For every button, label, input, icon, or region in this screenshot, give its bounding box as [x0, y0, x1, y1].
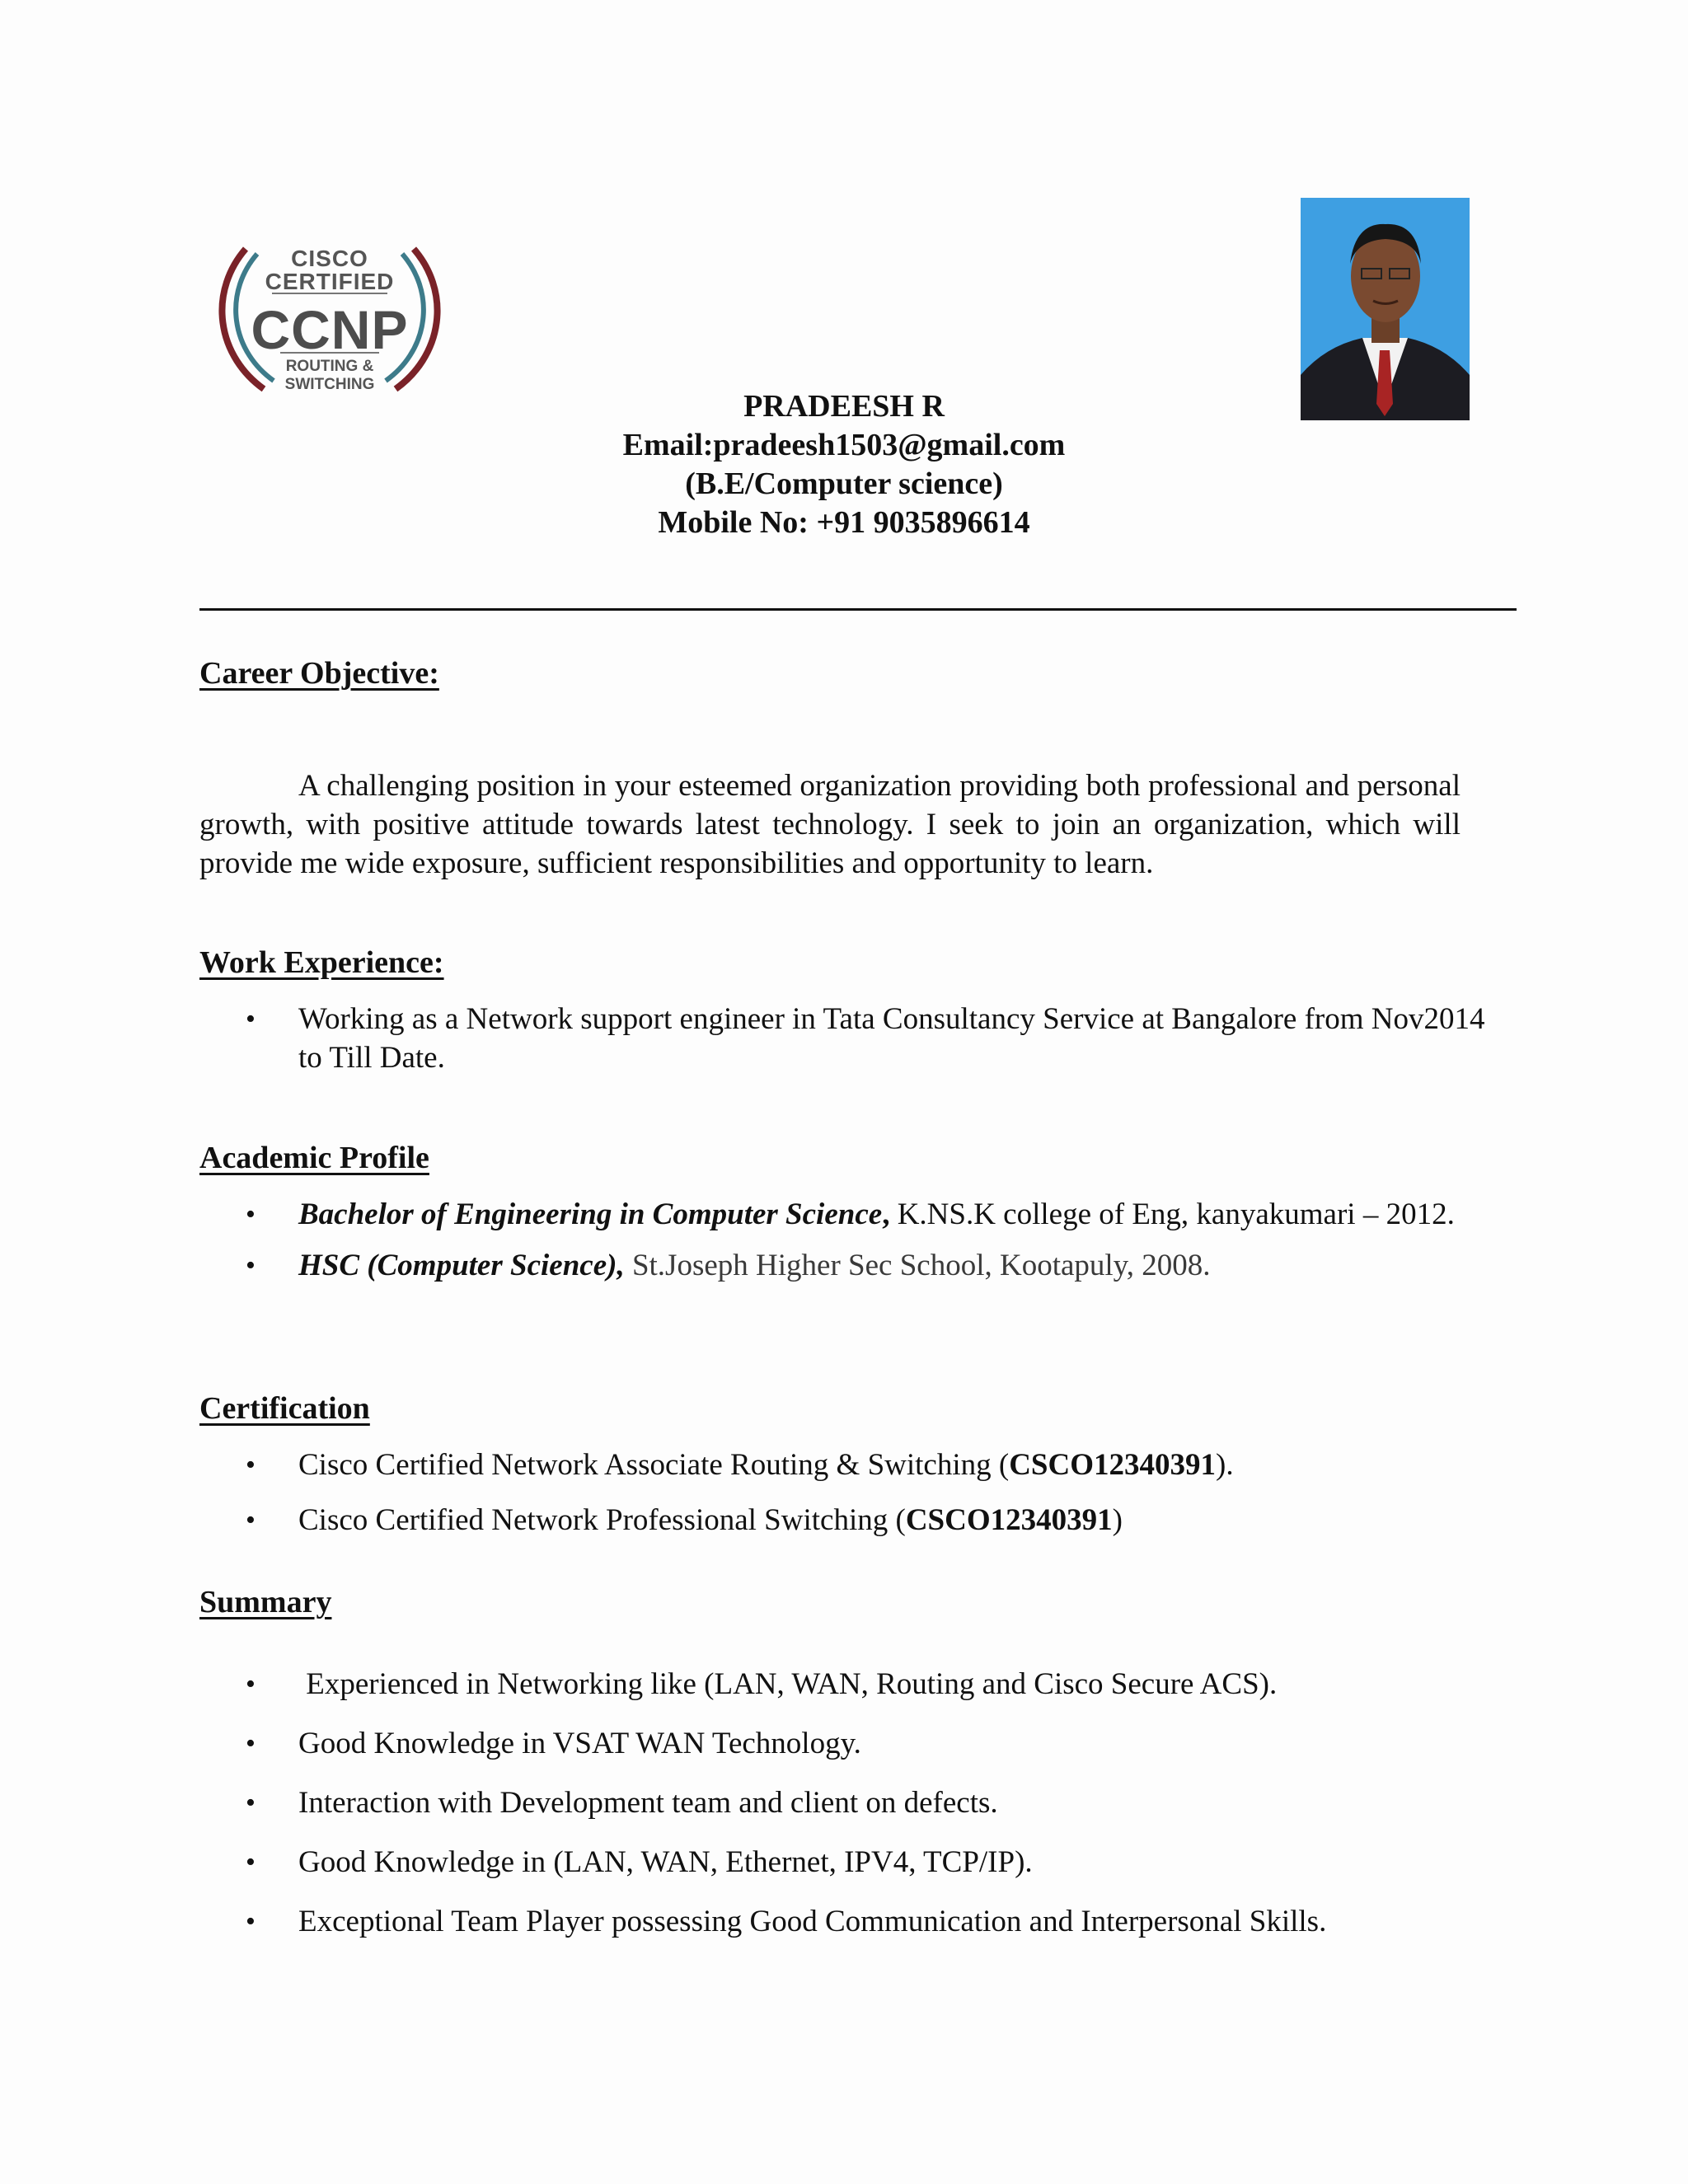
bullet-icon: • — [246, 1250, 256, 1281]
academic-degree: Bachelor of Engineering in Computer Science — [298, 1197, 883, 1231]
list-item — [199, 1902, 1485, 1941]
summary-item-text: Good Knowledge in VSAT WAN Technology. — [298, 1727, 861, 1760]
summary-item-text: Exceptional Team Player possessing Good Communication and Interpersonal Skills. — [298, 1905, 1327, 1938]
certification-heading: Certification — [199, 1391, 370, 1426]
academic-degree: HSC (Computer Science), — [298, 1249, 625, 1282]
work-item-text: Working as a Network support engineer in Tata Consultancy Service at Bangalore from Nov2014 to Till Date. — [298, 1002, 1485, 1075]
logo-text-cisco: CISCO — [291, 246, 368, 271]
list-item — [199, 1195, 1485, 1234]
logo-text-ccnp: CCNP — [251, 299, 409, 360]
certification-list — [199, 1446, 1485, 1540]
work-experience-list — [199, 1000, 1485, 1077]
academic-profile-heading: Academic Profile — [199, 1141, 429, 1175]
list-item — [199, 1501, 1485, 1540]
career-objective-body: A challenging position in your esteemed organization providing both professional and personal growth, with positive attitude towards latest technology. I seek to join an organization, which will provide me wide exposure, sufficient responsibilities and opportunity to learn. — [199, 769, 1461, 880]
candidate-name: PRADEESH R — [743, 389, 945, 424]
cert-text: Cisco Certified Network Professional Switching ( — [298, 1503, 906, 1537]
logo-text-certified: CERTIFIED — [265, 269, 395, 294]
mobile-line: Mobile No: +91 9035896614 — [658, 505, 1030, 540]
logo-text-switching: SWITCHING — [284, 376, 375, 393]
bullet-icon: • — [246, 1788, 256, 1818]
bullet-icon: • — [246, 1669, 256, 1699]
header-divider — [199, 608, 1517, 611]
bullet-icon: • — [246, 1906, 256, 1937]
work-experience-heading: Work Experience: — [199, 945, 444, 980]
bullet-icon: • — [246, 1004, 256, 1034]
list-item — [199, 1000, 1485, 1077]
academic-detail: K.NS.K college of Eng, kanyakumari – 2012. — [889, 1197, 1455, 1231]
career-objective-text — [199, 766, 1461, 883]
summary-item-text: Interaction with Development team and client on defects. — [298, 1786, 998, 1820]
logo-text-routing: ROUTING & — [285, 358, 374, 375]
ccnp-logo — [198, 232, 462, 414]
contact-header — [0, 387, 1688, 542]
bullet-icon: • — [246, 1728, 256, 1759]
cert-end: ). — [1216, 1448, 1234, 1482]
bullet-icon: • — [246, 1199, 256, 1230]
list-item — [199, 1843, 1485, 1882]
list-item — [199, 1724, 1485, 1763]
list-item — [199, 1446, 1485, 1484]
academic-separator: , — [882, 1197, 890, 1231]
bullet-icon: • — [246, 1450, 256, 1480]
summary-item-text: Experienced in Networking like (LAN, WAN, Routing and Cisco Secure ACS). — [298, 1667, 1278, 1701]
cert-code: CSCO12340391 — [1009, 1448, 1217, 1482]
list-item — [199, 1783, 1485, 1822]
cert-code: CSCO12340391 — [905, 1503, 1113, 1537]
summary-list — [199, 1665, 1485, 1941]
bullet-icon: • — [246, 1847, 256, 1877]
bullet-icon: • — [246, 1505, 256, 1535]
email-line[interactable]: Email:pradeesh1503@gmail.com — [622, 428, 1066, 462]
summary-heading: Summary — [199, 1585, 332, 1619]
cert-end: ) — [1112, 1503, 1123, 1537]
degree-line: (B.E/Computer science) — [685, 466, 1003, 501]
academic-detail: St.Joseph Higher Sec School, Kootapuly, 2008. — [624, 1249, 1211, 1282]
list-item — [199, 1246, 1485, 1285]
career-objective-heading: Career Objective: — [199, 656, 439, 691]
summary-item-text: Good Knowledge in (LAN, WAN, Ethernet, IPV4, TCP/IP). — [298, 1845, 1033, 1879]
cert-text: Cisco Certified Network Associate Routing & Switching ( — [298, 1448, 1010, 1482]
academic-list — [199, 1195, 1485, 1285]
list-item — [199, 1665, 1485, 1704]
